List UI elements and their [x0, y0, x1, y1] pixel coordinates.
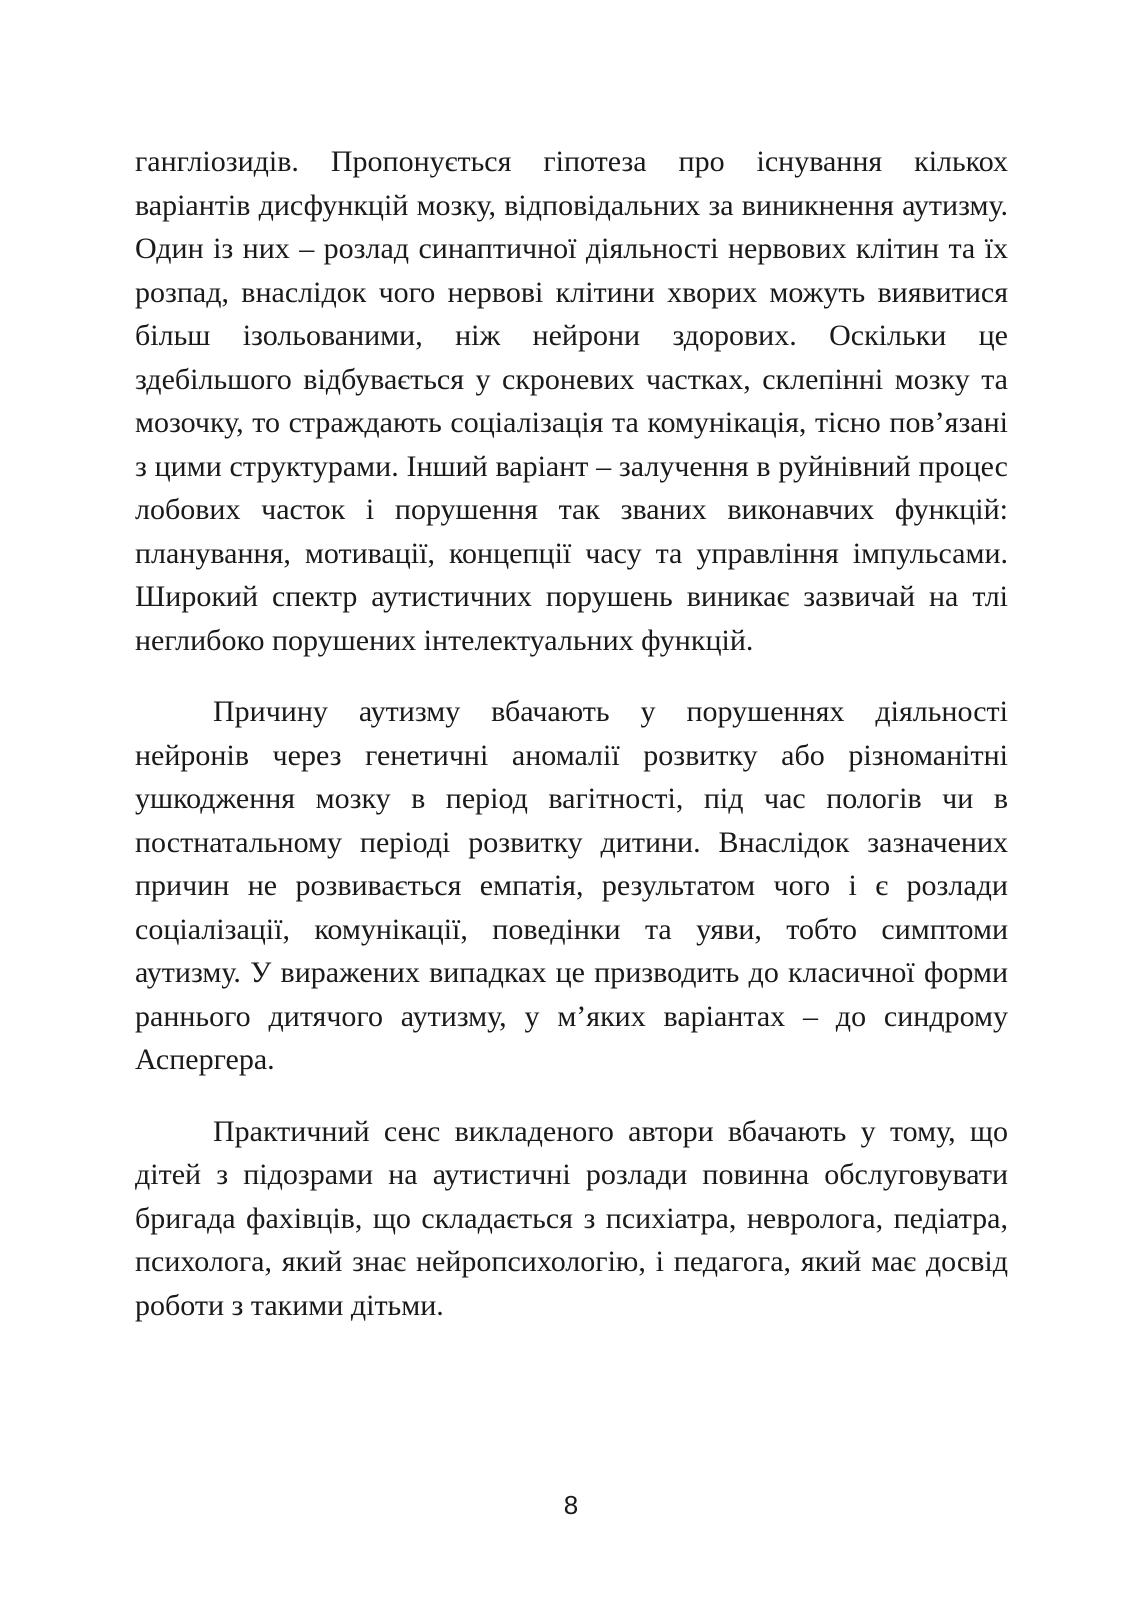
- page-number: 8: [563, 1490, 579, 1520]
- paragraph-1: гангліозидів. Пропонується гіпотеза про існування кількох варіантів дисфункцій мозку, відповідальних за виникнення аутизму. Один із них – розлад синаптичної діяльності нервових клітин та їх розпад, внаслідок чого нервові клітини хворих можуть виявитися більш ізольованими, ніж нейрони здорових. Оскільки це здебільшого відбувається у скроневих частках, склепінні мозку та мозочку, то страждають соціалізація та комунікація, тісно пов’язані з цими структурами. Інший варіант – залучення в руйнівний процес лобових часток і порушення так званих виконавчих функцій: планування, мотивації, концепції часу та управління імпульсами. Широкий спектр аутистичних порушень виникає зазвичай на тлі неглибоко порушених інтелектуальних функцій.: [135, 145, 1008, 657]
- paragraph-3: Практичний сенс викладеного автори вбачають у тому, що дітей з підозрами на аутистичні розлади повинна обслуговувати бригада фахівців, що складається з психіатра, невролога, педіатра, психолога, який знає нейропсихологію, і педагога, який має досвід роботи з такими дітьми.: [135, 1114, 1008, 1322]
- body-text: [135, 140, 1008, 1355]
- paragraph-2: Причину аутизму вбачають у порушеннях діяльності нейронів через генетичні аномалії розвитку або різноманітні ушкодження мозку в період вагітності, під час пологів чи в постнатальному періоді розвитку дитини. Внаслідок зазначених причин не розвивається емпатія, результатом чого і є розлади соціалізації, комунікації, поведінки та уяви, тобто симптоми аутизму. У виражених випадках це призводить до класичної форми раннього дитячого аутизму, у м’яких варіантах – до синдрому Аспергера.: [135, 695, 1008, 1076]
